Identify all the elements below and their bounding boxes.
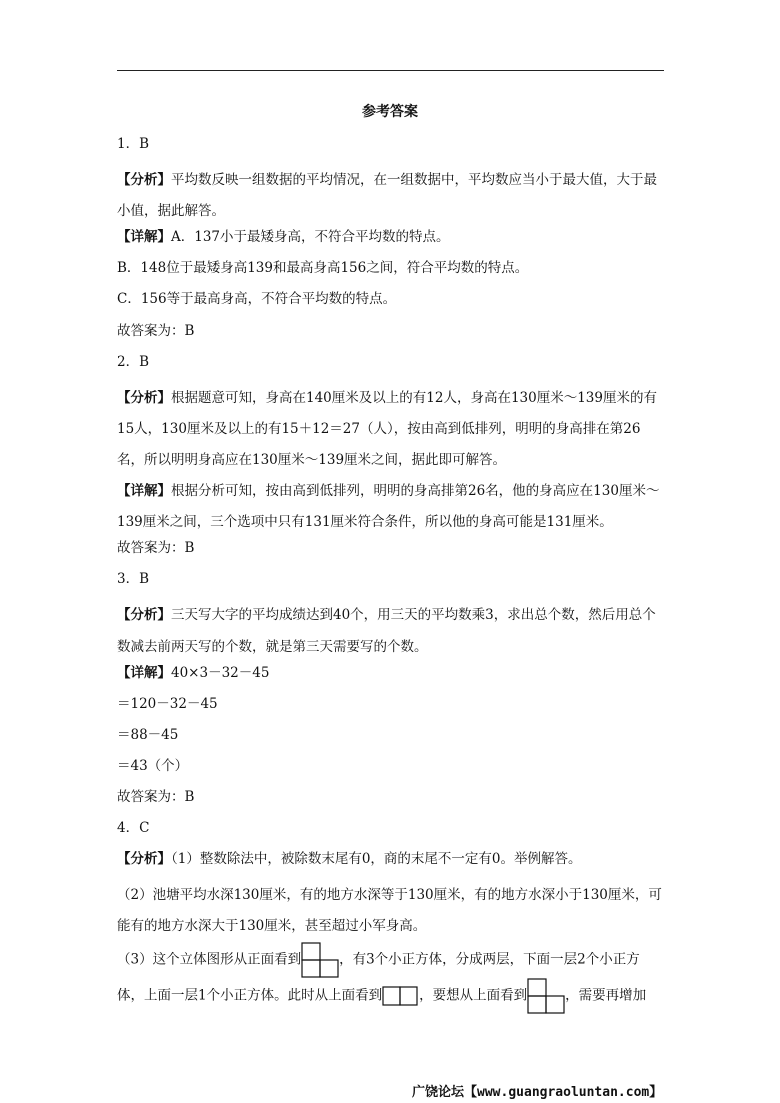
- answer-content: [117, 134, 662, 1014]
- footer-bracket-close: 】: [649, 1085, 663, 1100]
- q1-detail: [117, 227, 662, 258]
- q1-detail-a: A．137小于最矮身高，不符合平均数的特点。: [171, 229, 450, 246]
- detail-tag: 【详解】: [117, 229, 171, 246]
- target-top-view-figure: [527, 978, 565, 1014]
- q4-p3d: ，需要再增加: [565, 987, 647, 1004]
- q1-answer: 故答案为：B: [117, 322, 195, 339]
- front-view-figure: [301, 942, 339, 978]
- q2-detail: [117, 476, 662, 538]
- q4-analysis: [117, 849, 662, 880]
- analysis-tag: 【分析】: [117, 172, 171, 189]
- q2-analysis: [117, 383, 662, 476]
- header-rule: [117, 70, 664, 71]
- q1-detail-c: C．156等于最高身高，不符合平均数的特点。: [117, 291, 397, 308]
- q2-detail-text: 根据分析可知，按由高到低排列，明明的身高排第26名，他的身高应在130厘米～139厘米之间，三个选项中只有131厘米符合条件，所以他的身高可能是131厘米。: [117, 483, 660, 531]
- q4-p3: [117, 942, 662, 1014]
- footer-name: 广饶论坛: [412, 1085, 465, 1100]
- q4-number: 4．C: [117, 820, 150, 837]
- analysis-tag: 【分析】: [117, 389, 171, 406]
- q3-detail: [117, 663, 662, 694]
- analysis-tag: 【分析】: [117, 607, 171, 624]
- q3-analysis: [117, 600, 662, 662]
- q3-analysis-text: 三天写大字的平均成绩达到40个，用三天的平均数乘3，求出总个数，然后用总个数减去前两天写的个数，就是第三天需要写的个数。: [117, 607, 656, 655]
- detail-tag: 【详解】: [117, 483, 171, 500]
- q3-answer: 故答案为：B: [117, 788, 195, 805]
- footer-bracket-open: 【: [464, 1085, 478, 1100]
- q2-analysis-text: 根据题意可知，身高在140厘米及以上的有12人，身高在130厘米～139厘米的有15人，130厘米及以上的有15＋12＝27（人），按由高到低排列，明明的身高排在第26名，所以明明身高应在130厘米～139厘米之间，据此即可解答。: [117, 389, 657, 468]
- q3-calc-3: ＝88－45: [117, 726, 179, 743]
- q4-p1: （1）整数除法中，被除数末尾有0，商的末尾不一定有0。举例解答。: [171, 851, 582, 868]
- top-view-figure: [382, 986, 419, 1006]
- footer-watermark: [412, 1081, 662, 1100]
- footer-site[interactable]: www.guangraoluntan.com: [477, 1085, 650, 1100]
- q2-answer: 故答案为：B: [117, 540, 195, 557]
- page-title: 参考答案: [362, 104, 418, 120]
- q4-p2: （2）池塘平均水深130厘米，有的地方水深等于130厘米，有的地方水深小于130厘米，可能有的地方水深大于130厘米，甚至超过小军身高。: [117, 887, 662, 935]
- q2-number: 2．B: [117, 353, 150, 370]
- q4-p3c: ，要想从上面看到: [419, 987, 528, 1004]
- q1-analysis-text: 平均数反映一组数据的平均情况，在一组数据中，平均数应当小于最大值，大于最小值，据此解答。: [117, 172, 657, 220]
- q3-number: 3．B: [117, 571, 150, 588]
- q1-analysis: [117, 165, 662, 227]
- q1-number: 1．B: [117, 136, 150, 152]
- q4-p3a: （3）这个立体图形从正面看到: [117, 951, 302, 968]
- q3-calc-4: ＝43（个）: [117, 757, 189, 774]
- q1-detail-b: B．148位于最矮身高139和最高身高156之间，符合平均数的特点。: [117, 260, 529, 277]
- q3-calc-1: 40×3－32－45: [171, 664, 270, 681]
- detail-tag: 【详解】: [117, 664, 171, 681]
- analysis-tag: 【分析】: [117, 851, 171, 868]
- q3-calc-2: ＝120－32－45: [117, 695, 218, 712]
- q4-p3b: ，有3个小正方体，分成两层，下面一层2个小正方体，上面一层1个小正方体。此时从上面看到: [117, 951, 640, 1004]
